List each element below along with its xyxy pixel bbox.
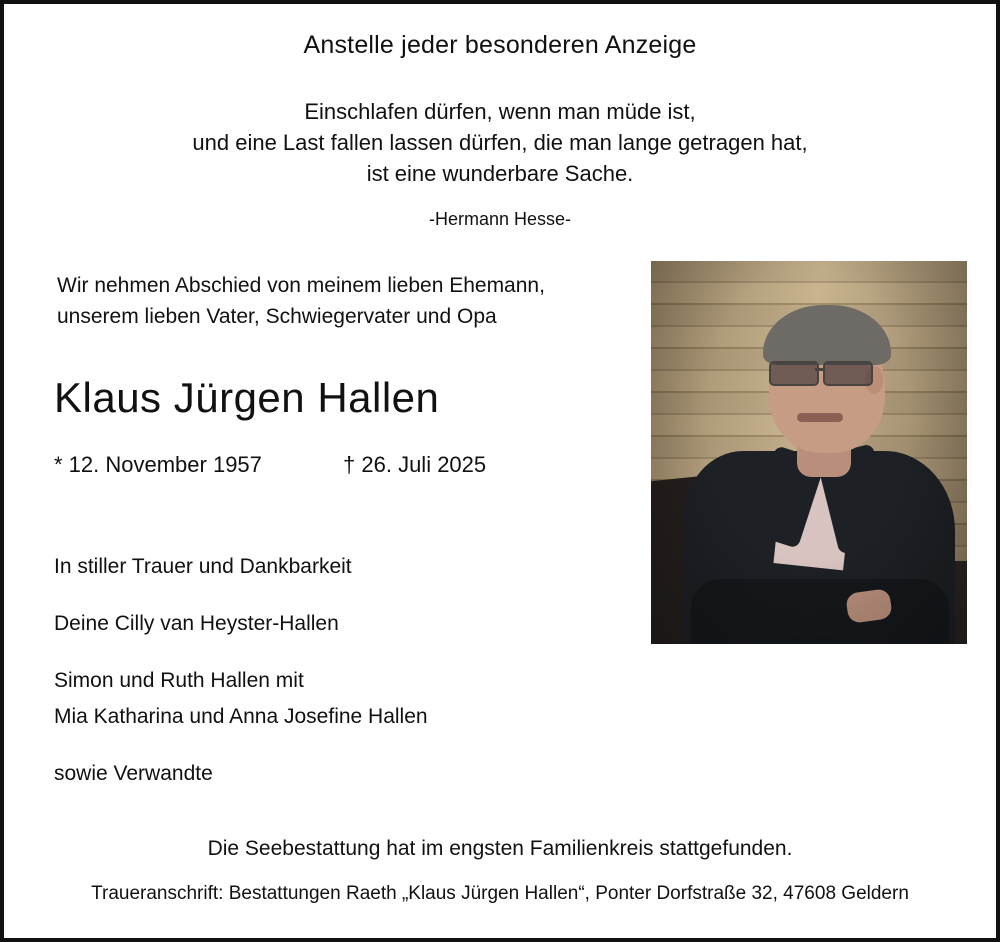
condolence-address: Traueranschrift: Bestattungen Raeth „Klaus Jürgen Hallen“, Ponter Dorfstraße 32, 47608 Geldern [91, 883, 909, 904]
intro-line-2: unserem lieben Vater, Schwiegervater und Opa [57, 305, 497, 328]
relatives-block [54, 756, 644, 792]
poem-line-1: Einschlafen dürfen, wenn man müde ist, [304, 99, 696, 124]
photo-vignette [651, 261, 967, 644]
birth-date: * 12. November 1957 [54, 452, 262, 477]
poem-line-2: und eine Last fallen lassen dürfen, die man lange getragen hat, [192, 130, 808, 155]
mourner-spouse: Deine Cilly van Heyster-Hallen [54, 612, 339, 635]
deceased-name: Klaus Jürgen Hallen [54, 374, 440, 421]
death-date: † 26. Juli 2025 [343, 452, 487, 477]
mourner-children-2: Mia Katharina und Anna Josefine Hallen [54, 705, 428, 728]
poem-line-3: ist eine wunderbare Sache. [366, 161, 634, 186]
burial-info: Die Seebestattung hat im engsten Familienkreis stattgefunden. [207, 837, 793, 860]
headline: Anstelle jeder besonderen Anzeige [303, 31, 697, 59]
notice-inner [4, 4, 996, 938]
poem [4, 96, 996, 189]
poem-author: -Hermann Hesse- [428, 209, 572, 229]
mourning-intro: In stiller Trauer und Dankbarkeit [54, 555, 352, 578]
spouse-block [54, 606, 644, 642]
mourner-children-1: Simon und Ruth Hallen mit [54, 669, 304, 692]
intro-text [57, 270, 637, 332]
mourners-list [54, 549, 644, 792]
intro-line-1: Wir nehmen Abschied von meinem lieben Ehemann, [57, 274, 545, 297]
mourning-intro-block [54, 549, 644, 585]
portrait-photo [651, 261, 967, 644]
children-block [54, 663, 644, 735]
life-dates [54, 452, 644, 478]
mourner-relatives: sowie Verwandte [54, 762, 213, 785]
